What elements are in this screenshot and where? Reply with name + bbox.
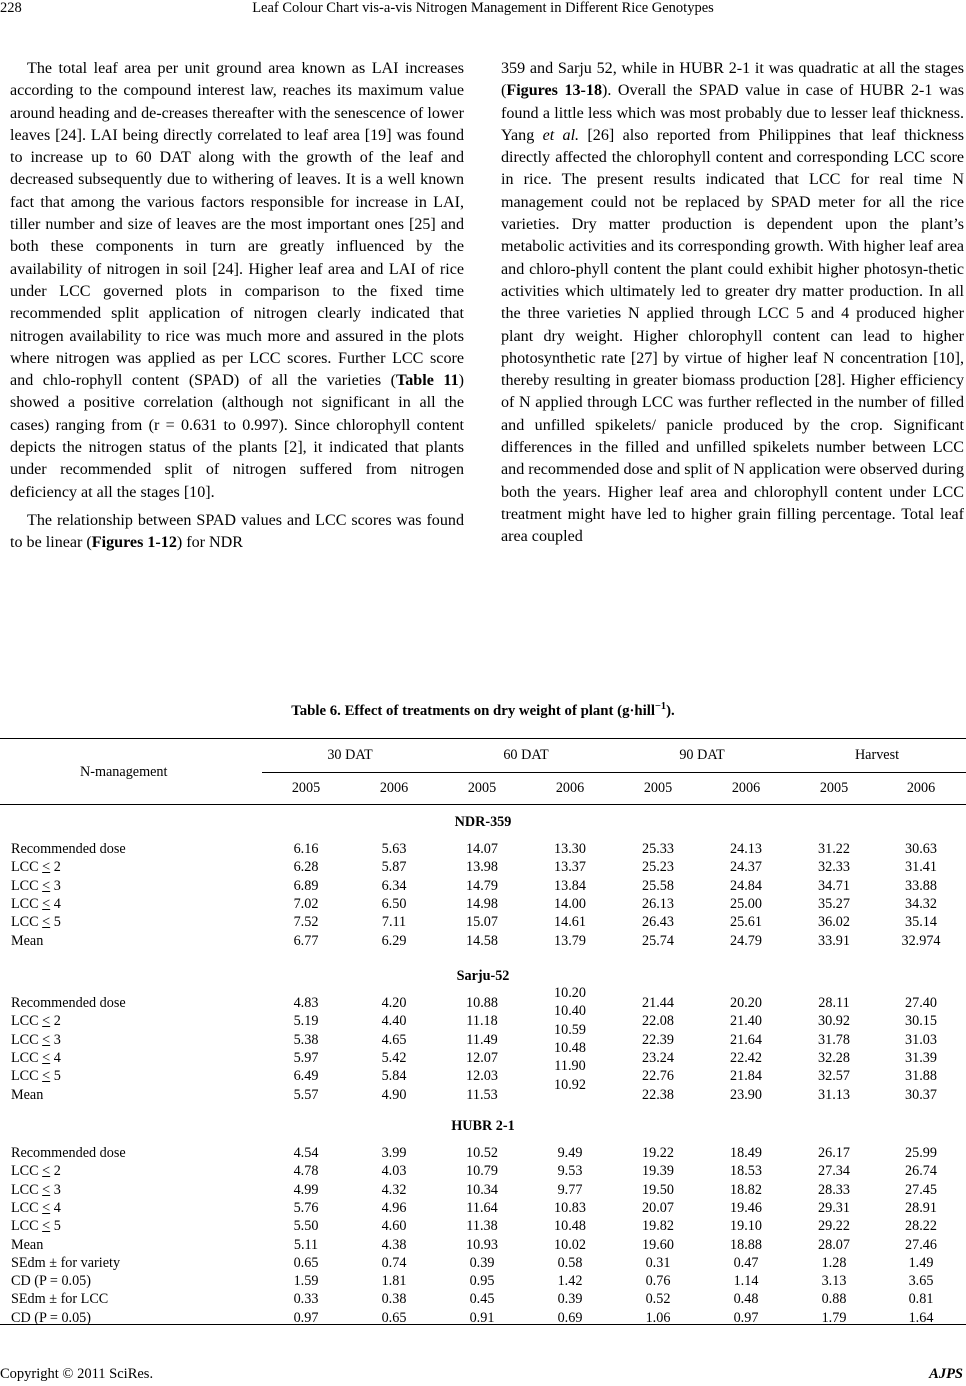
table-cell: 4.83 — [293, 995, 319, 1011]
table-cell: 35.27 — [818, 895, 850, 912]
row-label: CD (P = 0.05) — [11, 1309, 91, 1326]
row-label: LCC < 2 — [11, 1013, 61, 1030]
table-cell: 12.07 — [466, 1049, 498, 1066]
table-cell: 3.65 — [908, 1273, 934, 1290]
table-cell: 0.95 — [469, 1273, 495, 1290]
table-cell: 36.02 — [818, 914, 850, 931]
table-group-rule — [262, 772, 966, 773]
row-label: LCC < 3 — [11, 1031, 61, 1048]
table-cell: 0.97 — [733, 1309, 759, 1326]
table-cell: 19.50 — [642, 1181, 674, 1198]
table-cell: 13.30 — [554, 841, 586, 857]
table-cell: 5.87 — [381, 859, 407, 876]
table-cell: 9.49 — [557, 1145, 583, 1161]
table-cell: 10.83 — [554, 1199, 586, 1216]
table-cell: 10.48 — [554, 1218, 586, 1235]
table-cell: 25.00 — [730, 895, 762, 912]
table-cell: 13.84 — [554, 877, 586, 894]
table-cell: 4.32 — [381, 1181, 407, 1198]
table-header-rule — [0, 804, 966, 805]
table-cell: 19.10 — [730, 1218, 762, 1235]
table-section-title: HUBR 2-1 — [451, 1118, 515, 1134]
table-cell: 31.39 — [905, 1049, 937, 1066]
table-cell: 15.07 — [466, 914, 498, 931]
row-label: Recommended dose — [11, 841, 126, 857]
column-year-header: 2005 — [467, 780, 497, 796]
table-cell: 10.79 — [466, 1163, 498, 1180]
table-cell: 6.89 — [293, 877, 319, 894]
table-cell: 22.39 — [642, 1031, 674, 1048]
table-cell: 1.49 — [908, 1254, 934, 1271]
body-paragraph: The relationship between SPAD values and LCC scores was found to be linear (Figures 1-12) for NDR — [10, 511, 464, 552]
row-label: LCC < 3 — [11, 1181, 61, 1198]
table-cell: 19.60 — [642, 1236, 674, 1253]
table-cell: 14.61 — [554, 914, 586, 931]
table-cell: 4.54 — [293, 1145, 319, 1161]
row-label: LCC < 2 — [11, 859, 61, 876]
table-section-title: Sarju-52 — [456, 968, 510, 984]
table-cell: 24.84 — [730, 877, 762, 894]
column-group-header: 90 DAT — [679, 747, 725, 763]
table-section-title: NDR-359 — [454, 814, 512, 830]
table-cell: 21.44 — [642, 995, 674, 1011]
table-cell: 4.38 — [381, 1236, 407, 1253]
row-label: CD (P = 0.05) — [11, 1273, 91, 1290]
table-cell: 0.76 — [645, 1273, 671, 1290]
table-cell: 28.33 — [818, 1181, 850, 1198]
table-cell: 32.974 — [901, 932, 941, 949]
table-cell: 19.22 — [642, 1145, 674, 1161]
table-cell: 21.40 — [730, 1013, 762, 1030]
table-cell: 5.63 — [381, 841, 407, 857]
table-cell: 14.98 — [466, 895, 498, 912]
table-cell: 12.03 — [466, 1068, 498, 1085]
table-cell: 4.96 — [381, 1199, 407, 1216]
column-group-header: 60 DAT — [503, 747, 549, 763]
table-cell: 28.22 — [905, 1218, 937, 1235]
table-cell: 30.92 — [818, 1013, 850, 1030]
row-label: LCC < 4 — [11, 1199, 61, 1216]
table-cell: 5.42 — [381, 1049, 407, 1066]
table-cell: 4.40 — [381, 1013, 407, 1030]
table-cell: 0.65 — [381, 1309, 407, 1326]
table-cell: 11.90 — [554, 1058, 586, 1075]
table-cell: 0.52 — [645, 1291, 671, 1308]
table-cell: 4.99 — [293, 1181, 319, 1198]
table-cell: 24.79 — [730, 932, 762, 949]
page-number: 228 — [0, 0, 22, 16]
table-cell: 27.45 — [905, 1181, 937, 1198]
table-cell: 10.40 — [554, 1003, 586, 1020]
table-cell: 22.42 — [730, 1049, 762, 1066]
table-cell: 0.39 — [557, 1291, 583, 1308]
data-table — [0, 738, 966, 1326]
table-cell: 25.58 — [642, 877, 674, 894]
table-cell: 1.81 — [381, 1273, 407, 1290]
table-caption: Table 6. Effect of treatments on dry weight of plant (g·hill$^{-1}$). — [291, 701, 675, 719]
table-cell: 5.57 — [293, 1086, 319, 1103]
table-cell: 26.17 — [818, 1145, 850, 1161]
column-year-header: 2005 — [291, 780, 321, 796]
table-cell: 6.28 — [293, 859, 319, 876]
right-column — [501, 58, 964, 549]
table-cell: 7.52 — [293, 914, 319, 931]
table-cell: 0.48 — [733, 1291, 759, 1308]
table-cell: 27.46 — [905, 1236, 937, 1253]
table-cell: 0.74 — [381, 1254, 407, 1271]
table-cell: 7.11 — [381, 914, 407, 931]
table-cell: 14.07 — [466, 841, 498, 857]
table-cell: 6.34 — [381, 877, 407, 894]
table-cell: 0.31 — [645, 1254, 671, 1271]
table-cell: 0.33 — [293, 1291, 319, 1308]
table-cell: 4.90 — [381, 1086, 407, 1103]
figure-reference: Figures 1-12 — [91, 534, 177, 552]
table-cell: 31.88 — [905, 1068, 937, 1085]
table-cell: 10.02 — [554, 1236, 586, 1253]
copyright: Copyright © 2011 SciRes. — [0, 1366, 154, 1382]
table-cell: 10.52 — [466, 1145, 498, 1161]
table-cell: 9.53 — [557, 1163, 583, 1180]
table-cell: 29.31 — [818, 1199, 850, 1216]
row-label: LCC < 5 — [11, 1068, 61, 1085]
table-cell: 3.13 — [821, 1273, 847, 1290]
table-cell: 0.88 — [821, 1291, 847, 1308]
table-cell: 6.29 — [381, 932, 407, 949]
table-cell: 1.42 — [557, 1273, 583, 1290]
table-cell: 28.11 — [818, 995, 850, 1011]
table-cell: 19.46 — [730, 1199, 762, 1216]
figure-reference: Figures 13-18 — [506, 82, 602, 100]
table-cell: 4.03 — [381, 1163, 407, 1180]
table-cell: 32.28 — [818, 1049, 850, 1066]
table-cell: 7.02 — [293, 895, 319, 912]
table-cell: 10.88 — [466, 995, 498, 1011]
table-cell: 31.22 — [818, 841, 850, 857]
table-cell: 6.49 — [293, 1068, 319, 1085]
table-cell: 11.64 — [466, 1199, 498, 1216]
left-column — [10, 58, 464, 555]
table-cell: 0.47 — [733, 1254, 759, 1271]
table-cell: 25.99 — [905, 1145, 937, 1161]
table-cell: 6.16 — [293, 841, 319, 857]
table-cell: 0.45 — [469, 1291, 495, 1308]
row-label: LCC < 5 — [11, 1218, 61, 1235]
table-cell: 10.20 — [554, 985, 586, 1001]
table-cell: 34.71 — [818, 877, 850, 894]
column-year-header: 2006 — [731, 780, 761, 796]
table-cell: 18.88 — [730, 1236, 762, 1253]
table-cell: 31.13 — [818, 1086, 850, 1103]
table-cell: 14.58 — [466, 932, 498, 949]
row-label: LCC < 5 — [11, 914, 61, 931]
table-cell: 27.40 — [905, 995, 937, 1011]
table-cell: 20.07 — [642, 1199, 674, 1216]
column-year-header: 2006 — [555, 780, 585, 796]
column-year-header: 2005 — [819, 780, 849, 796]
table-cell: 5.19 — [293, 1013, 319, 1030]
table-cell: 22.76 — [642, 1068, 674, 1085]
table-cell: 9.77 — [557, 1181, 583, 1198]
row-label: Recommended dose — [11, 995, 126, 1011]
table-cell: 1.28 — [821, 1254, 847, 1271]
table-cell: 6.50 — [381, 895, 407, 912]
column-year-header: 2005 — [643, 780, 673, 796]
table-cell: 18.53 — [730, 1163, 762, 1180]
table-cell: 31.41 — [905, 859, 937, 876]
journal-abbrev: AJPS — [929, 1366, 963, 1382]
table-cell: 0.39 — [469, 1254, 495, 1271]
column-year-header: 2006 — [379, 780, 409, 796]
table-reference: Table 11 — [396, 372, 459, 390]
row-label: SEdm ± for variety — [11, 1254, 121, 1271]
table-cell: 0.69 — [557, 1309, 583, 1326]
table-cell: 10.34 — [466, 1181, 498, 1198]
table-cell: 1.06 — [645, 1309, 671, 1326]
table-cell: 35.14 — [905, 914, 937, 931]
table-cell: 24.13 — [730, 841, 762, 857]
table-cell: 25.61 — [730, 914, 762, 931]
table-cell: 4.65 — [381, 1031, 407, 1048]
table-cell: 20.20 — [730, 995, 762, 1011]
table-cell: 18.82 — [730, 1181, 762, 1198]
table-cell: 27.34 — [818, 1163, 850, 1180]
table-cell: 0.38 — [381, 1291, 407, 1308]
table-cell: 25.33 — [642, 841, 674, 857]
row-label: LCC < 4 — [11, 1049, 61, 1066]
table-cell: 22.38 — [642, 1086, 674, 1103]
table-cell: 5.76 — [293, 1199, 319, 1216]
table-cell: 31.03 — [905, 1031, 937, 1048]
table-cell: 30.37 — [905, 1086, 937, 1103]
row-label: LCC < 3 — [11, 877, 61, 894]
table-cell: 4.20 — [381, 995, 407, 1011]
table-cell: 21.64 — [730, 1031, 762, 1048]
table-cell: 0.91 — [469, 1309, 495, 1326]
table-cell: 25.23 — [642, 859, 674, 876]
table-cell: 26.43 — [642, 914, 674, 931]
table-cell: 19.82 — [642, 1218, 674, 1235]
row-label: SEdm ± for LCC — [11, 1291, 109, 1308]
table-cell: 29.22 — [818, 1218, 850, 1235]
table-cell: 32.57 — [818, 1068, 850, 1085]
table-cell: 10.93 — [466, 1236, 498, 1253]
table-cell: 0.97 — [293, 1309, 319, 1326]
table-cell: 34.32 — [905, 895, 937, 912]
table-stub-header: N-management — [80, 764, 168, 780]
row-label: Mean — [11, 932, 44, 949]
table-cell: 5.11 — [293, 1236, 319, 1253]
table-cell: 28.91 — [905, 1199, 937, 1216]
table-cell: 10.92 — [554, 1076, 586, 1093]
table-cell: 6.77 — [293, 932, 319, 949]
row-label: Mean — [11, 1236, 44, 1253]
table-cell: 23.90 — [730, 1086, 762, 1103]
row-label: LCC < 4 — [11, 895, 61, 912]
column-group-header: 30 DAT — [327, 747, 373, 763]
table-cell: 19.39 — [642, 1163, 674, 1180]
table-cell: 0.81 — [908, 1291, 934, 1308]
table-cell: 5.84 — [381, 1068, 407, 1085]
body-paragraph: The total leaf area per unit ground area known as LAI increases according to the compound interest law, reaches its maximum value around heading and de-creases thereafter with the senescence of lower leaves [24]. LAI being directly correlated to leaf area [19] was found to increase up to 60 DAT along with the growth of the leaf and decreased subsequently due to withering of leaves. It is a well known fact that among the various factors responsible for increase in LAI, tiller number and size of leaves are the most important ones [25] and both these components in turn are greatly influenced by the availability of nitrogen in soil [24]. Higher leaf area and LAI of rice under LCC governed plots in comparison to the fixed time recommended split application of nitrogen clearly indicated that nitrogen availability to rice was much more and assured in the plots where nitrogen was applied as per LCC scores. Further LCC score and chlo-rophyll content (SPAD) of all the varieties (Table 11) showed a positive correlation (although not significant in all the cases) ranging from (r = 0.631 to 0.997). Since chlorophyll content depicts the nitrogen status of the plants [2], it indicated that plants under recommended split of nitrogen suffered from nitrogen deficiency at all the stages [10]. — [10, 60, 464, 501]
table-cell: 21.84 — [730, 1068, 762, 1085]
column-year-header: 2006 — [906, 780, 936, 796]
table-cell: 5.38 — [293, 1031, 319, 1048]
table-cell: 5.50 — [293, 1218, 319, 1235]
table-cell: 1.79 — [821, 1309, 847, 1326]
body-paragraph: 359 and Sarju 52, while in HUBR 2-1 it was quadratic at all the stages (Figures 13-18). Overall the SPAD value in case of HUBR 2-1 was found a little less which was most probably due to lesser leaf thickness. Yang et al. [26] also reported from Philippines that leaf thickness directly affected the chlorophyll content and corresponding LCC score in rice. The present results indicated that LCC for real time N management could not be replaced by SPAD meter for all the rice varieties. Dry matter production is dependent upon the plant’s metabolic activities and its corresponding growth. With higher leaf area and chloro-phyll content the plant could exhibit higher photosyn-thetic activities which ultimately led to greater dry matter production. In all the three varieties N applied through LCC 5 and 4 produced higher plant dry weight. Higher chlorophyll content can lead to higher photosynthetic rate [27] by virtue of higher leaf N concentration [10], thereby resulting in greater biomass production [28]. Higher efficiency of N applied through LCC was further reflected in the number of filled and unfilled spikelets/ panicle produced by the crop. Significant differences in the filled and unfilled spikelets number between LCC and recommended dose and split of N application were observed during both the years. Higher leaf area and chlorophyll content under LCC treatment might have led to higher grain filling percentage. Total leaf area coupled — [501, 60, 965, 546]
row-label: LCC < 2 — [11, 1163, 61, 1180]
table-cell: 0.65 — [293, 1254, 319, 1271]
table-cell: 13.79 — [554, 932, 586, 949]
table-cell: 13.37 — [554, 859, 586, 876]
table-cell: 31.78 — [818, 1031, 850, 1048]
running-title: Leaf Colour Chart vis-a-vis Nitrogen Management in Different Rice Genotypes — [252, 0, 714, 16]
table-cell: 11.53 — [466, 1086, 498, 1103]
table-cell: 5.97 — [293, 1049, 319, 1066]
table-cell: 26.74 — [905, 1163, 937, 1180]
table-cell: 10.59 — [554, 1021, 586, 1038]
page-header — [0, 0, 966, 26]
table-cell: 11.49 — [466, 1031, 498, 1048]
table-cell: 14.00 — [554, 895, 586, 912]
row-label: Mean — [11, 1086, 44, 1103]
table-cell: 1.64 — [908, 1309, 934, 1326]
table-cell: 32.33 — [818, 859, 850, 876]
table-cell: 28.07 — [818, 1236, 850, 1253]
table-cell: 23.24 — [642, 1049, 674, 1066]
table-cell: 4.78 — [293, 1163, 319, 1180]
table-cell: 14.79 — [466, 877, 498, 894]
column-group-header: Harvest — [854, 747, 900, 763]
table-cell: 1.59 — [293, 1273, 319, 1290]
table-cell: 10.48 — [554, 1039, 586, 1056]
table-cell: 25.74 — [642, 932, 674, 949]
table-cell: 18.49 — [730, 1145, 762, 1161]
table-cell: 26.13 — [642, 895, 674, 912]
table-cell: 11.38 — [466, 1218, 498, 1235]
table-cell: 3.99 — [381, 1145, 407, 1161]
table-cell: 24.37 — [730, 859, 762, 876]
table-top-rule — [0, 738, 966, 739]
table-cell: 4.60 — [381, 1218, 407, 1235]
table-cell: 22.08 — [642, 1013, 674, 1030]
table-cell: 33.88 — [905, 877, 937, 894]
table-cell: 30.15 — [905, 1013, 937, 1030]
table-cell: 0.58 — [557, 1254, 583, 1271]
table-cell: 33.91 — [818, 932, 850, 949]
table-cell: 13.98 — [466, 859, 498, 876]
row-label: Recommended dose — [11, 1145, 126, 1161]
table-cell: 1.14 — [733, 1273, 759, 1290]
table-cell: 11.18 — [466, 1013, 498, 1030]
table-cell: 30.63 — [905, 841, 937, 857]
